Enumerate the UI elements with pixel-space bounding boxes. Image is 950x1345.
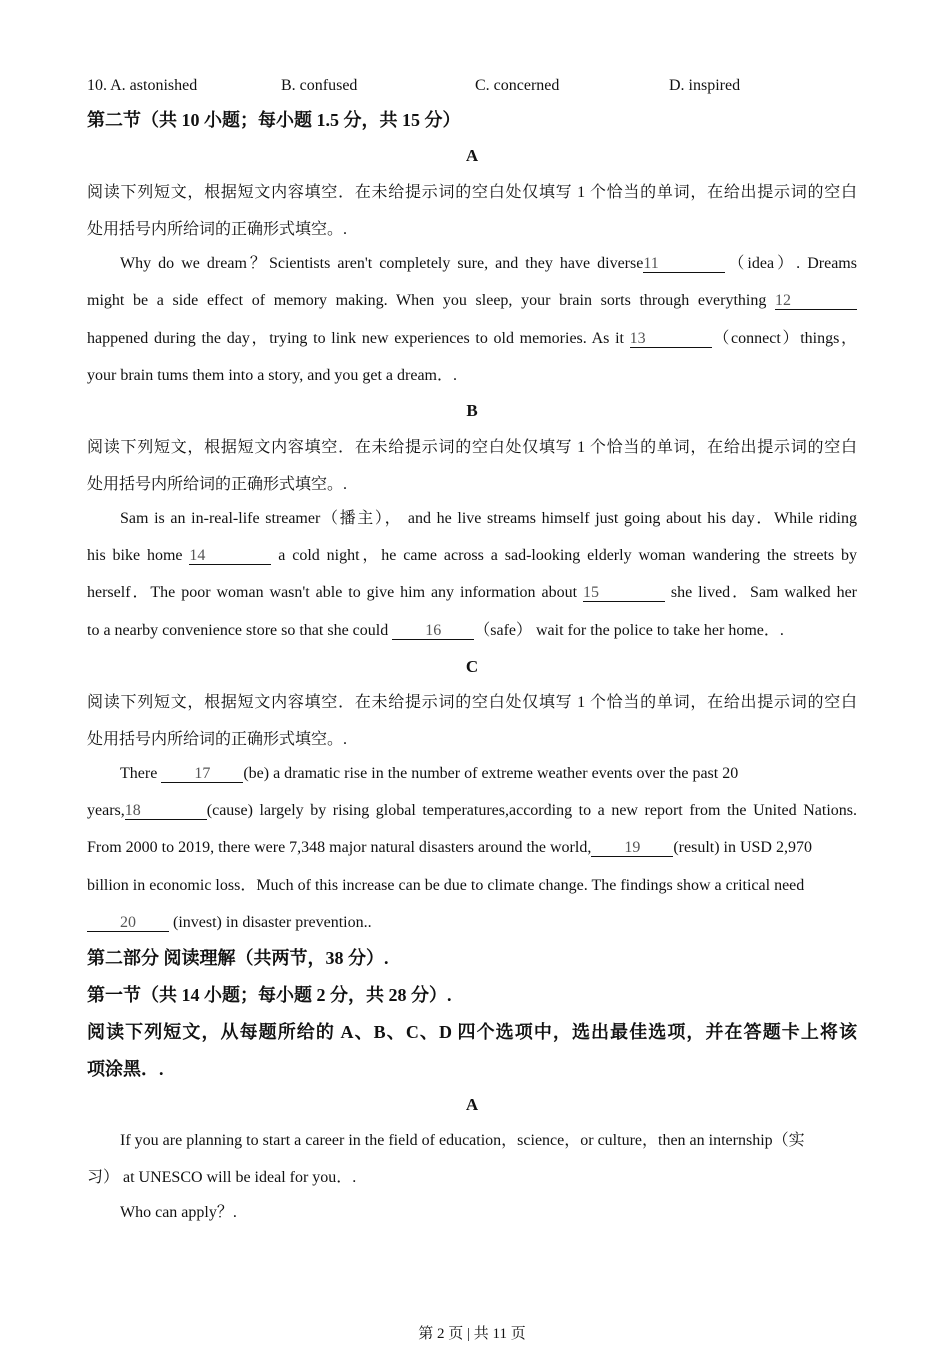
text: herself．The poor woman wasn't able to give him any information about: [87, 584, 583, 601]
text-line: [87, 1202, 857, 1224]
text-line: [87, 837, 857, 859]
text: years,: [87, 802, 125, 819]
text: C: [465, 657, 479, 676]
text: (result) in USD 2,970: [673, 839, 812, 856]
option-b: B. confused: [281, 77, 358, 94]
answer-blank-11: 11: [643, 255, 725, 273]
section-label: [87, 1094, 857, 1116]
text: A: [465, 146, 479, 165]
section-label: [87, 656, 857, 678]
text: If you are planning to start a career in the field of education，science，or culture，then an internship（实: [120, 1132, 805, 1149]
text: 处用括号内所给词的正确形式填空。.: [87, 221, 348, 238]
text: (cause) largely by rising global temperatures,according to a new report from the United Nations.: [206, 802, 857, 819]
answer-blank-20: 20: [87, 914, 169, 932]
text: his bike home: [87, 547, 190, 564]
answer-blank-18: 18: [125, 802, 207, 820]
text: 习） at UNESCO will be ideal for you．.: [87, 1169, 357, 1186]
text: 第二部分 阅读理解（共两节，38 分）.: [87, 948, 389, 968]
text-line: [87, 328, 857, 350]
text-line: [87, 545, 857, 567]
text-line: [87, 620, 857, 642]
answer-blank-13: 13: [630, 330, 712, 348]
text-line: [87, 508, 857, 530]
answer-blank-19: 19: [591, 839, 673, 857]
section-heading: [87, 109, 857, 131]
text: a cold night，he came across a sad-looking elderly woman wandering the streets by: [271, 547, 858, 564]
text: Sam is an in-real-life streamer（播主）， and he live streams himself just going about his day．While riding: [120, 510, 857, 527]
text: B: [466, 401, 478, 420]
text: 阅读下列短文，根据短文内容填空．在未给提示词的空白处仅填写 1 个恰当的单词，在给出提示词的空白: [87, 184, 857, 201]
text: （connect）things，: [711, 330, 858, 347]
text: （safe） wait for the police to take her home．.: [474, 622, 784, 639]
section-label: [87, 400, 857, 422]
text: （idea）. Dreams: [725, 255, 857, 272]
text: (be) a dramatic rise in the number of extreme weather events over the past 20: [243, 765, 739, 782]
text-line: [87, 290, 857, 312]
answer-blank-17: 17: [161, 765, 243, 783]
text-line: [87, 692, 857, 714]
text: your brain tums them into a story, and you get a dream．.: [87, 367, 457, 384]
section-heading: [87, 947, 857, 969]
text: happened during the day，trying to link new experiences to old memories. As it: [87, 330, 630, 347]
text-line: [87, 365, 857, 387]
answer-blank-12: 12: [775, 292, 857, 310]
text: 项涂黑．.: [87, 1059, 164, 1079]
text-line: [87, 437, 857, 459]
text: A: [465, 1095, 479, 1114]
section-heading: [87, 1058, 857, 1080]
option-c: C. concerned: [475, 77, 560, 94]
text: she lived．Sam walked her: [664, 584, 857, 601]
text-line: [87, 800, 857, 822]
text-line: [87, 763, 857, 785]
text: 阅读下列短文，根据短文内容填空．在未给提示词的空白处仅填写 1 个恰当的单词，在给出提示词的空白: [87, 439, 857, 456]
text-line: [87, 1130, 857, 1152]
text: 处用括号内所给词的正确形式填空。.: [87, 476, 348, 493]
section-label: [87, 145, 857, 167]
text-line: [87, 912, 857, 934]
section-heading: [87, 1021, 857, 1043]
text: to a nearby convenience store so that she could: [87, 622, 393, 639]
answer-blank-16: 16: [392, 622, 474, 640]
text: 处用括号内所给词的正确形式填空。.: [87, 731, 348, 748]
text: billion in economic loss．Much of this increase can be due to climate change. The findings show a critical need: [87, 877, 805, 894]
text: From 2000 to 2019, there were 7,348 major natural disasters around the world,: [87, 839, 592, 856]
text: might be a side effect of memory making. When you sleep, your brain sorts through everything: [87, 292, 775, 309]
question-10-options: [87, 75, 857, 97]
page-footer: 第 2 页 | 共 11 页: [418, 1326, 526, 1342]
section-heading: [87, 984, 857, 1006]
text: 第一节（共 14 小题；每小题 2 分，共 28 分）.: [87, 985, 452, 1005]
text-line: [87, 182, 857, 204]
text-line: [87, 1167, 857, 1189]
text-line: [87, 582, 857, 604]
text: Why do we dream？Scientists aren't completely sure, and they have diverse: [120, 255, 644, 272]
answer-blank-15: 15: [583, 584, 665, 602]
option-d: D. inspired: [669, 77, 741, 94]
text: 阅读下列短文，根据短文内容填空．在未给提示词的空白处仅填写 1 个恰当的单词，在给出提示词的空白: [87, 694, 857, 711]
text-line: [87, 253, 857, 275]
text: 第二节（共 10 小题；每小题 1.5 分，共 15 分）: [87, 110, 461, 130]
text: Who can apply？.: [120, 1204, 237, 1221]
text-line: [87, 875, 857, 897]
text-line: [87, 474, 857, 496]
text-line: [87, 729, 857, 751]
text: 阅读下列短文，从每题所给的 A、B、C、D 四个选项中，选出最佳选项，并在答题卡上将该: [87, 1022, 857, 1042]
text: There: [120, 765, 162, 782]
option-a: 10. A. astonished: [87, 77, 198, 94]
text-line: [87, 219, 857, 241]
text: (invest) in disaster prevention..: [169, 914, 372, 931]
answer-blank-14: 14: [189, 547, 271, 565]
